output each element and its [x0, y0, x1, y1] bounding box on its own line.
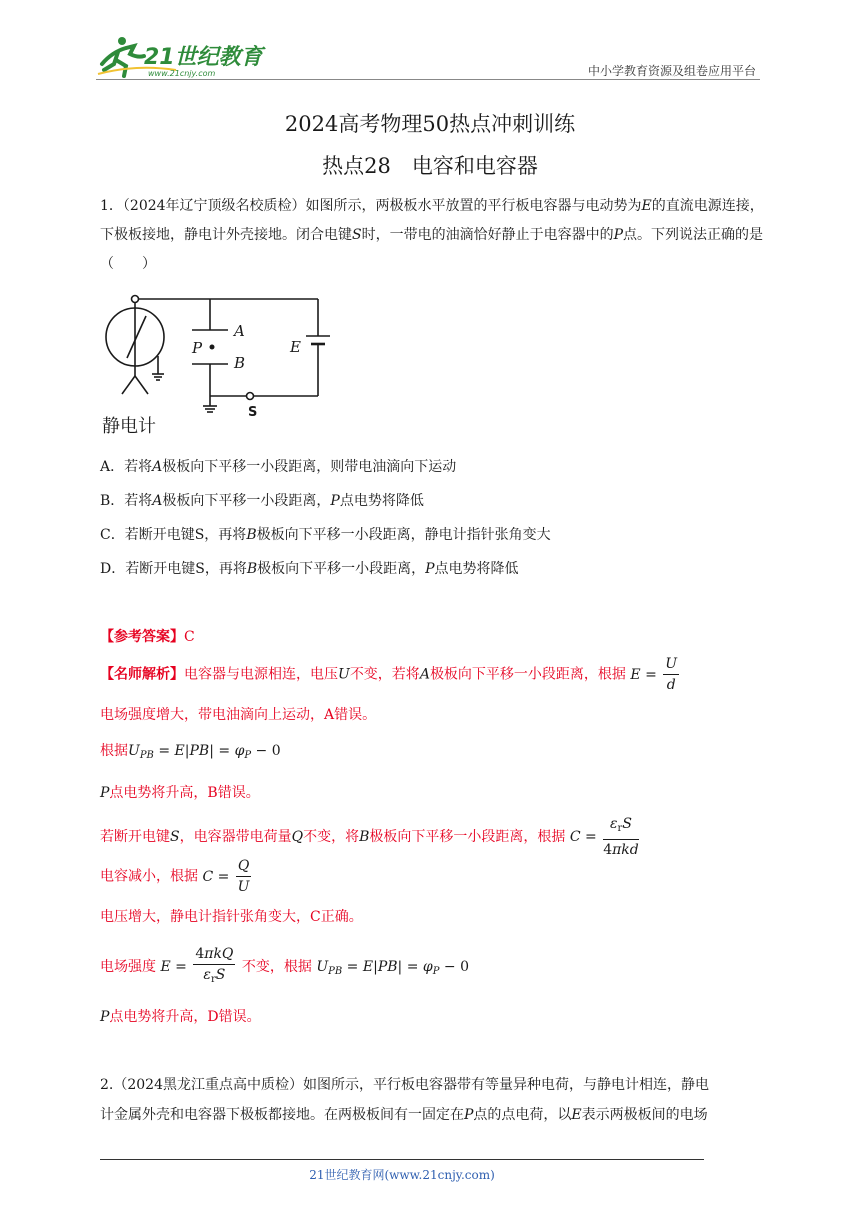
label-E: E: [290, 338, 301, 356]
circuit-diagram: [100, 292, 340, 442]
analysis-line-1: 【名师解析】电容器与电源相连，电压U不变，若将A极板向下平移一小段距离，根据 E = $\frac{U}{d}$: [100, 656, 678, 693]
logo-21cnjy: [96, 34, 266, 80]
option-c: C．若断开电键S，再将B极板向下平移一小段距离，静电计指针张角变大: [100, 527, 551, 543]
footer-link[interactable]: 21世纪教育网(www.21cnjy.com): [309, 1168, 495, 1182]
option-b: B．若将A极板向下平移一小段距离，P点电势将降低: [100, 493, 424, 509]
stem-text: 时，一带电的油滴恰好静止于电容器中的: [361, 227, 614, 243]
stem-text: 1．（2024年辽宁顶级名校质检）如图所示，两极板水平放置的平行板电容器与电动势为: [100, 198, 642, 214]
option-d: D．若断开电键S，再将B极板向下平移一小段距离，P点电势将降低: [100, 561, 519, 577]
label-B: B: [234, 354, 246, 372]
analysis-line-6: 电容减小，根据 C = $\frac{Q}{U}$: [100, 858, 250, 895]
analysis-line-7: 电压增大，静电计指针张角变大，C正确。: [100, 909, 363, 925]
label-P: P: [192, 339, 203, 357]
footer-divider: [100, 1159, 704, 1160]
analysis-line-2: 电场强度增大，带电油滴向上运动，A错误。: [100, 707, 377, 723]
var-E: E: [641, 198, 652, 214]
logo-text: 21世纪教育: [144, 45, 263, 70]
analysis-line-8: 电场强度 E = $\frac{\text{4πkQ}}{\varepsilon_rS}$ 不变，根据 $U_{PB} = E|PB| = \varphi_P - 0$: [100, 946, 469, 985]
label-electrometer: 静电计: [102, 416, 156, 437]
analysis-line-5: 若断开电键S，电容器带电荷量Q不变，将B极板向下平移一小段距离，根据 C = $\frac{\varepsilon_rS}{\text{4πkd}}$: [100, 816, 639, 858]
label-S: S: [248, 405, 258, 420]
question-2-line-1: 2.（2024黑龙江重点高中质检）如图所示，平行板电容器带有等量异种电荷，与静电计相连，静电: [100, 1077, 709, 1093]
reference-answer: 【参考答案】C: [100, 629, 195, 645]
analysis-line-4: P点电势将升高，B错误。: [100, 785, 260, 801]
analysis-line-9: P点电势将升高，D错误。: [100, 1009, 261, 1025]
page-header: [96, 34, 760, 80]
page-title: 2024高考物理50热点冲刺训练: [284, 112, 576, 136]
var-S: S: [352, 227, 362, 243]
analysis-line-3: 根据$U_{PB} = E|PB| = \varphi_P - 0$: [100, 743, 281, 761]
option-a: A．若将A极板向下平移一小段距离，则带电油滴向下运动: [100, 459, 457, 475]
label-A: A: [234, 322, 245, 340]
section-title: 热点28 电容和电容器: [322, 154, 538, 178]
stem-text: 的直流电源连接，下极板接地，静电计外壳接地。闭合电键: [100, 198, 764, 243]
var-P: P: [613, 227, 624, 243]
question-2-line-2: 计金属外壳和电容器下极板都接地。在两极板间有一固定在P点的点电荷，以E表示两极板间的电场: [100, 1107, 708, 1123]
header-divider: [96, 79, 760, 80]
question-1-stem: [100, 192, 766, 279]
oil-drop-point: [210, 345, 215, 350]
stem-text: 点。下列说法正确的是（ ）: [100, 227, 764, 272]
logo-url: www.21cnjy.com: [148, 69, 216, 78]
header-site-name: 中小学教育资源及组卷应用平台: [587, 64, 756, 78]
